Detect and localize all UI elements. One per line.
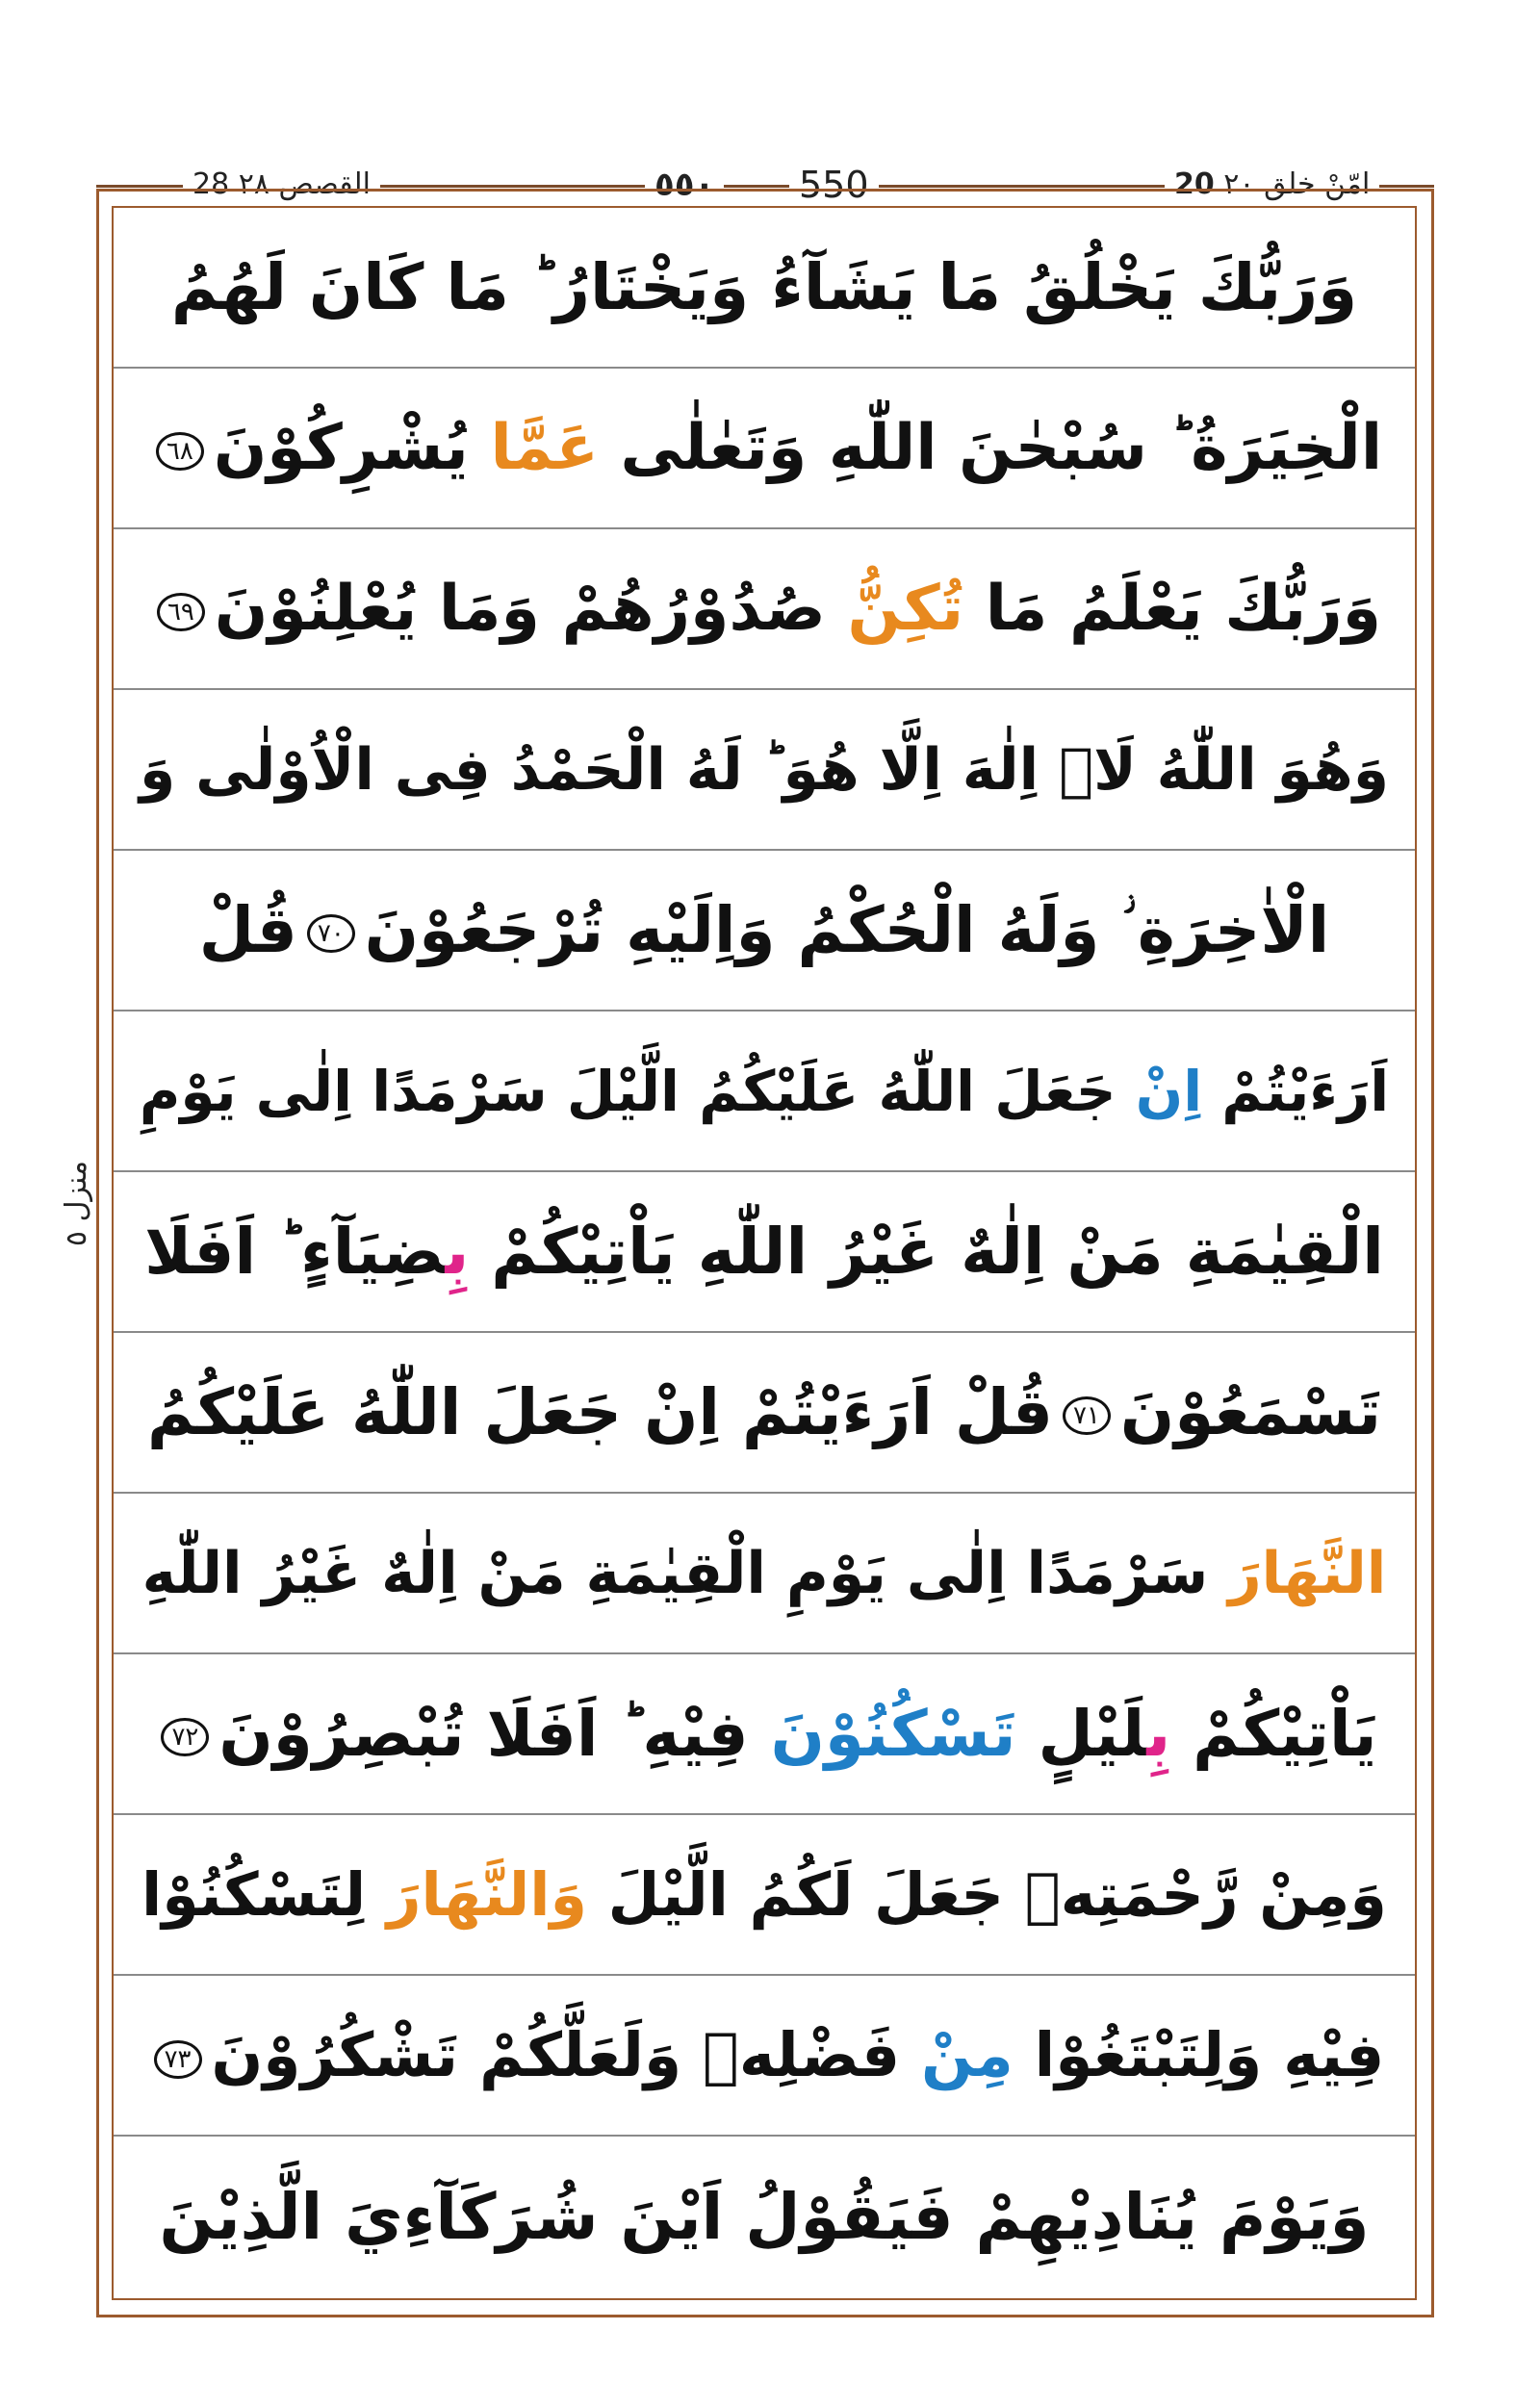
text-line [114, 1333, 1415, 1494]
ayah-number-marker: ٦٩ [157, 593, 205, 631]
text-segment: فِيْهِ ؕ اَفَلَا تُبْصِرُوْنَ [218, 1696, 771, 1771]
text-segment: تَسْكُنُوْنَ [770, 1696, 1016, 1771]
manzil-label: منزل ٥ [60, 1160, 94, 1246]
ayah-text [151, 1696, 1377, 1771]
ayah-text [139, 735, 1390, 804]
text-line [114, 1172, 1415, 1333]
ayah-text [146, 1374, 1382, 1449]
ayah-number-marker: ٧١ [1063, 1396, 1111, 1435]
text-segment: الْخِيَرَةُ ؕ سُبْحٰنَ اللّٰهِ وَتَعٰلٰى [598, 412, 1383, 484]
ayah-text [198, 892, 1330, 967]
text-segment: تَسْمَعُوْنَ [1119, 1374, 1382, 1449]
text-line [114, 369, 1415, 529]
ayah-number-marker: ٧٣ [154, 2040, 202, 2079]
ayah-text [170, 249, 1358, 324]
text-segment: لِتَسْكُنُوْا [141, 1858, 387, 1930]
text-segment: عَمَّا [490, 412, 599, 484]
ayah-number-marker: ٧٢ [161, 1718, 209, 1756]
text-segment: الْاٰخِرَةِ ؗ وَلَهُ الْحُكْمُ وَاِلَيْهِ تُرْجَعُوْنَ [364, 892, 1330, 967]
text-segment: اَرَءَيْتُمْ [1202, 1058, 1390, 1124]
text-line [114, 208, 1415, 369]
text-line [114, 1976, 1415, 2137]
manzil-side-label [58, 1116, 96, 1290]
ayah-text [141, 1539, 1387, 1607]
page-number-arabic: ٥٥٠ [645, 164, 724, 206]
text-segment: الْقِيٰمَةِ مَنْ اِلٰهٌ غَيْرُ اللّٰهِ يَاْتِيْكُمْ [469, 1214, 1384, 1289]
text-segment: يُشْرِكُوْنَ [213, 412, 491, 484]
para-number: 20 [1174, 167, 1215, 201]
text-segment: يَاْتِيْكُمْ [1170, 1696, 1377, 1771]
text-line [114, 851, 1415, 1011]
para-name: امّنْ خلق ٢٠ [1223, 167, 1371, 201]
text-segment: النَّهَارَ [1228, 1539, 1387, 1607]
text-segment: بِ [1146, 1696, 1171, 1771]
text-segment: فَضْلِهٖ وَلَعَلَّكُمْ تَشْكُرُوْنَ [211, 2020, 922, 2090]
text-segment: ضِيَآءٍ ؕ اَفَلَا [144, 1214, 446, 1289]
text-segment: تُكِنُّ [847, 573, 964, 645]
ayah-text [146, 412, 1383, 484]
text-segment: لَيْلٍ [1015, 1696, 1147, 1771]
ayah-text [139, 1058, 1390, 1124]
text-segment: وَهُوَ اللّٰهُ لَاۤ اِلٰهَ اِلَّا هُوَ ؕ لَهُ الْحَمْدُ فِى الْاُوْلٰى وَ [139, 735, 1390, 804]
text-segment: مِنْ [921, 2020, 1014, 2090]
ayah-text [141, 1858, 1387, 1930]
text-line [114, 2137, 1415, 2297]
text-segment: صُدُوْرُهُمْ وَمَا يُعْلِنُوْنَ [214, 573, 848, 645]
text-line [114, 1815, 1415, 1976]
page-number: 550 [789, 164, 879, 206]
text-line [114, 529, 1415, 690]
text-line [114, 1494, 1415, 1654]
ayah-text [147, 573, 1382, 645]
text-line [114, 690, 1415, 851]
ayah-text [144, 1214, 1384, 1289]
text-segment: قُلْ اَرَءَيْتُمْ اِنْ جَعَلَ اللّٰهُ عَلَيْكُمُ [146, 1374, 1053, 1449]
text-segment: فِيْهِ وَلِتَبْتَغُوْا [1013, 2020, 1385, 2090]
text-line [114, 1011, 1415, 1172]
text-line [114, 1654, 1415, 1815]
surah-label: 28 القصص ٢٨ [183, 164, 380, 206]
text-segment: وَرَبُّكَ يَعْلَمُ مَا [963, 573, 1382, 645]
text-segment: وَيَوْمَ يُنَادِيْهِمْ فَيَقُوْلُ اَيْنَ شُرَكَآءِيَ الَّذِيْنَ [159, 2179, 1370, 2254]
text-segment: وَرَبُّكَ يَخْلُقُ مَا يَشَآءُ وَيَخْتَارُ ؕ مَا كَانَ لَهُمُ [170, 249, 1358, 324]
text-segment: جَعَلَ اللّٰهُ عَلَيْكُمُ الَّيْلَ سَرْمَدًا اِلٰى يَوْمِ [139, 1058, 1136, 1124]
ayah-text [144, 2020, 1385, 2090]
ayah-number-marker: ٧٠ [307, 914, 355, 953]
text-segment: بِ [445, 1214, 470, 1289]
text-lines [114, 208, 1415, 2298]
text-segment: وَمِنْ رَّحْمَتِهٖ جَعَلَ لَكُمُ الَّيْلَ [587, 1858, 1387, 1930]
ayah-text [159, 2179, 1370, 2254]
text-segment: سَرْمَدًا اِلٰى يَوْمِ الْقِيٰمَةِ مَنْ اِلٰهٌ غَيْرُ اللّٰهِ [141, 1539, 1229, 1607]
text-segment: اِنْ [1135, 1058, 1203, 1124]
ayah-number-marker: ٦٨ [156, 432, 204, 471]
text-segment: وَالنَّهَارَ [386, 1858, 588, 1930]
text-segment: قُلْ [198, 892, 297, 967]
